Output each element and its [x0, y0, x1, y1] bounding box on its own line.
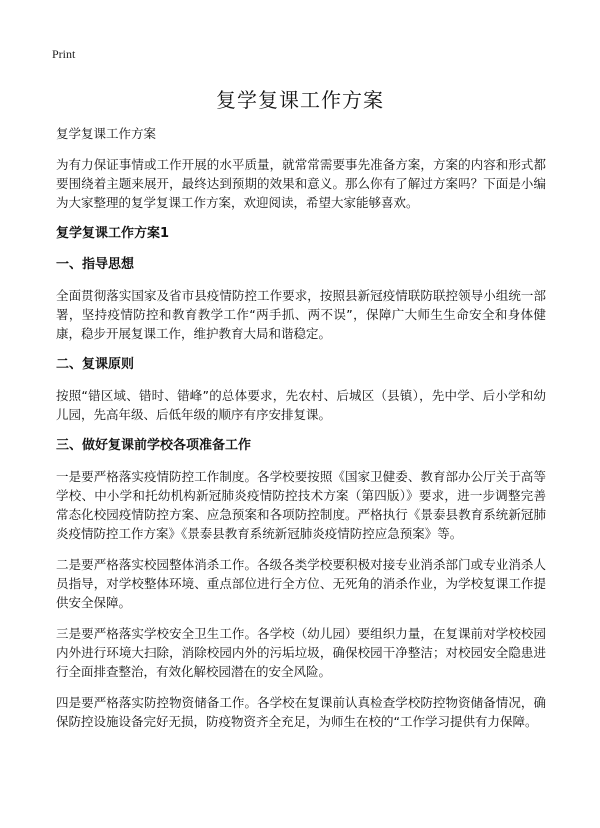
section-paragraph: 一是要严格落实疫情防控工作制度。各学校要按照《国家卫健委、教育部办公厅关于高等学校、中小学和托幼机构新冠肺炎疫情防控技术方案（第四版）》要求，进一步调整完善常态化校园疫情防控方案、应急预案和各项防控制度。严格执行《景泰县教育系统新冠肺炎疫情防控工作方案》《景泰县教育系统新冠肺炎疫情防控应急预案》等。 — [56, 469, 546, 541]
section-paragraph: 按照“错区域、错时、错峰”的总体要求，先农村、后城区（县镇），先中学、后小学和幼儿园，先高年级、后低年级的顺序有序安排复课。 — [56, 388, 546, 422]
section-paragraph: 全面贯彻落实国家及省市县疫情防控工作要求，按照县新冠疫情联防联控领导小组统一部署，坚持疫情防控和教育教学工作“两手抓、两不误”，保障广大师生生命安全和身体健康，稳步开展复课工作，维护教育大局和谐稳定。 — [56, 288, 546, 341]
section-paragraph: 二是要严格落实校园整体消杀工作。各级各类学校要积极对接专业消杀部门或专业消杀人员指导，对学校整体环境、重点部位进行全方位、无死角的消杀作业，为学校复课工作提供安全保障。 — [56, 557, 546, 610]
section-heading-preparation: 三、做好复课前学校各项准备工作 — [56, 438, 252, 453]
section-paragraph: 四是要严格落实防控物资储备工作。各学校在复课前认真检查学校防控物资储备情况，确保防控设施设备完好无损，防疫物资齐全充足，为师生在校的“工作学习提供有力保障。 — [56, 695, 546, 729]
intro-paragraph: 为有力保证事情或工作开展的水平质量，就常常需要事先准备方案，方案的内容和形式都要围绕着主题来展开，最终达到预期的效果和意义。那么你有了解过方案吗？下面是小编为大家整理的复学复课工作方案，欢迎阅读，希望大家能够喜欢。 — [56, 157, 546, 210]
section-paragraph: 三是要严格落实学校安全卫生工作。各学校（幼儿园）要组织力量，在复课前对学校校园内外进行环境大扫除，消除校园内外的污垢垃圾，确保校园干净整洁；对校园安全隐患进行全面排查整治，有效化解校园潜在的安全风险。 — [56, 626, 546, 679]
print-link[interactable]: Print — [52, 47, 76, 61]
document-body — [56, 124, 546, 743]
plan-heading: 复学复课工作方案1 — [56, 226, 170, 241]
document-subtitle: 复学复课工作方案 — [56, 126, 157, 141]
section-heading-principles: 二、复课原则 — [56, 357, 135, 372]
page-title: 复学复课工作方案 — [216, 88, 384, 112]
section-heading-guiding-ideology: 一、指导思想 — [56, 257, 135, 272]
